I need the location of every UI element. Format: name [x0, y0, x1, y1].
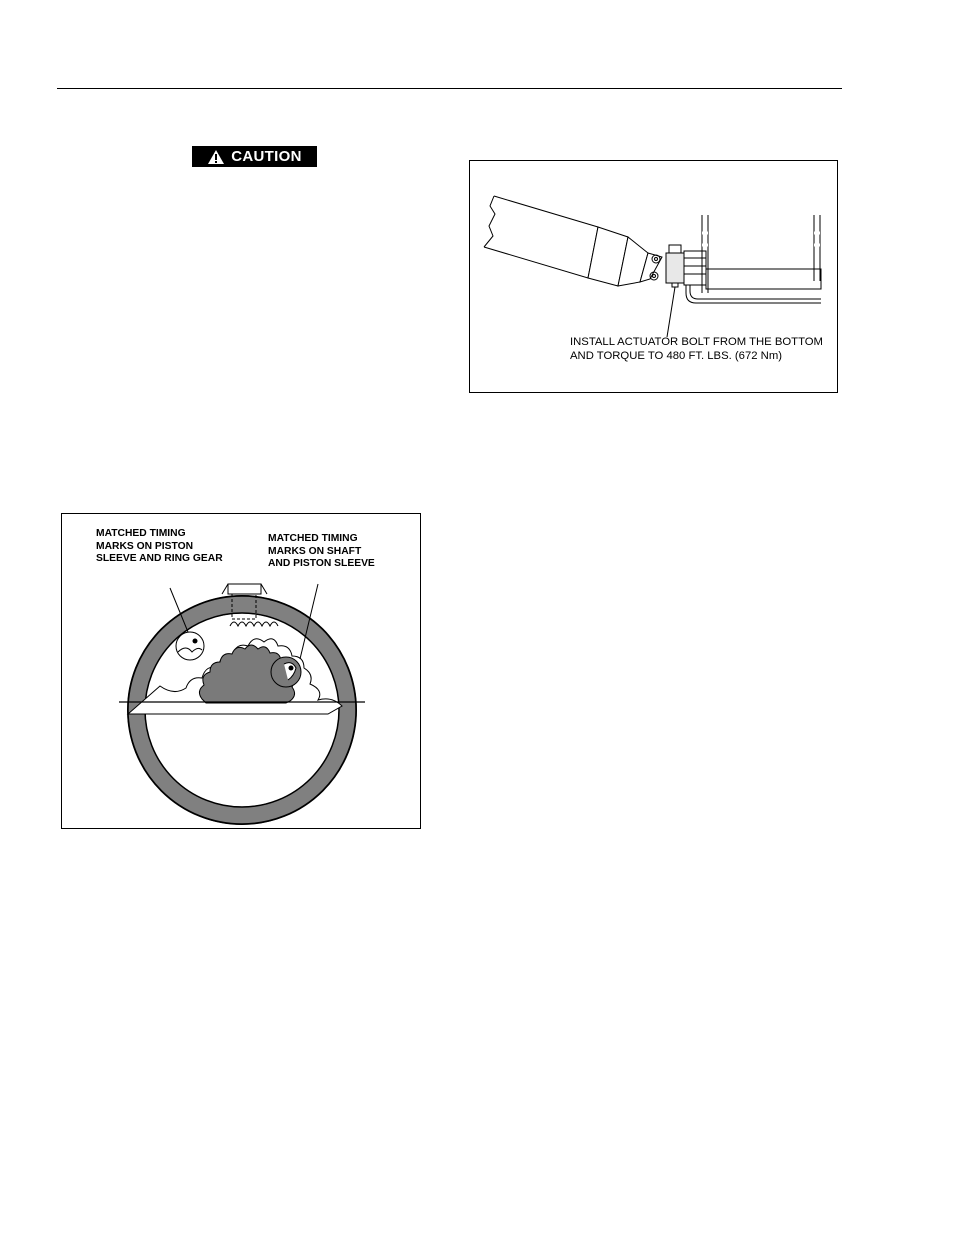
caution-banner — [192, 146, 317, 167]
actuator-figure — [469, 160, 838, 393]
caution-label: CAUTION — [231, 148, 302, 165]
timing-marks-figure — [61, 513, 421, 829]
header-rule — [57, 88, 842, 89]
warning-triangle-icon — [207, 149, 225, 165]
timing-callout-left: MATCHED TIMING MARKS ON PISTON SLEEVE AND RING GEAR — [96, 528, 223, 564]
actuator-callout: INSTALL ACTUATOR BOLT FROM THE BOTTOM AND TORQUE TO 480 FT. LBS. (672 Nm) — [570, 336, 823, 362]
timing-callout-right: MATCHED TIMING MARKS ON SHAFT AND PISTON SLEEVE — [268, 533, 375, 569]
